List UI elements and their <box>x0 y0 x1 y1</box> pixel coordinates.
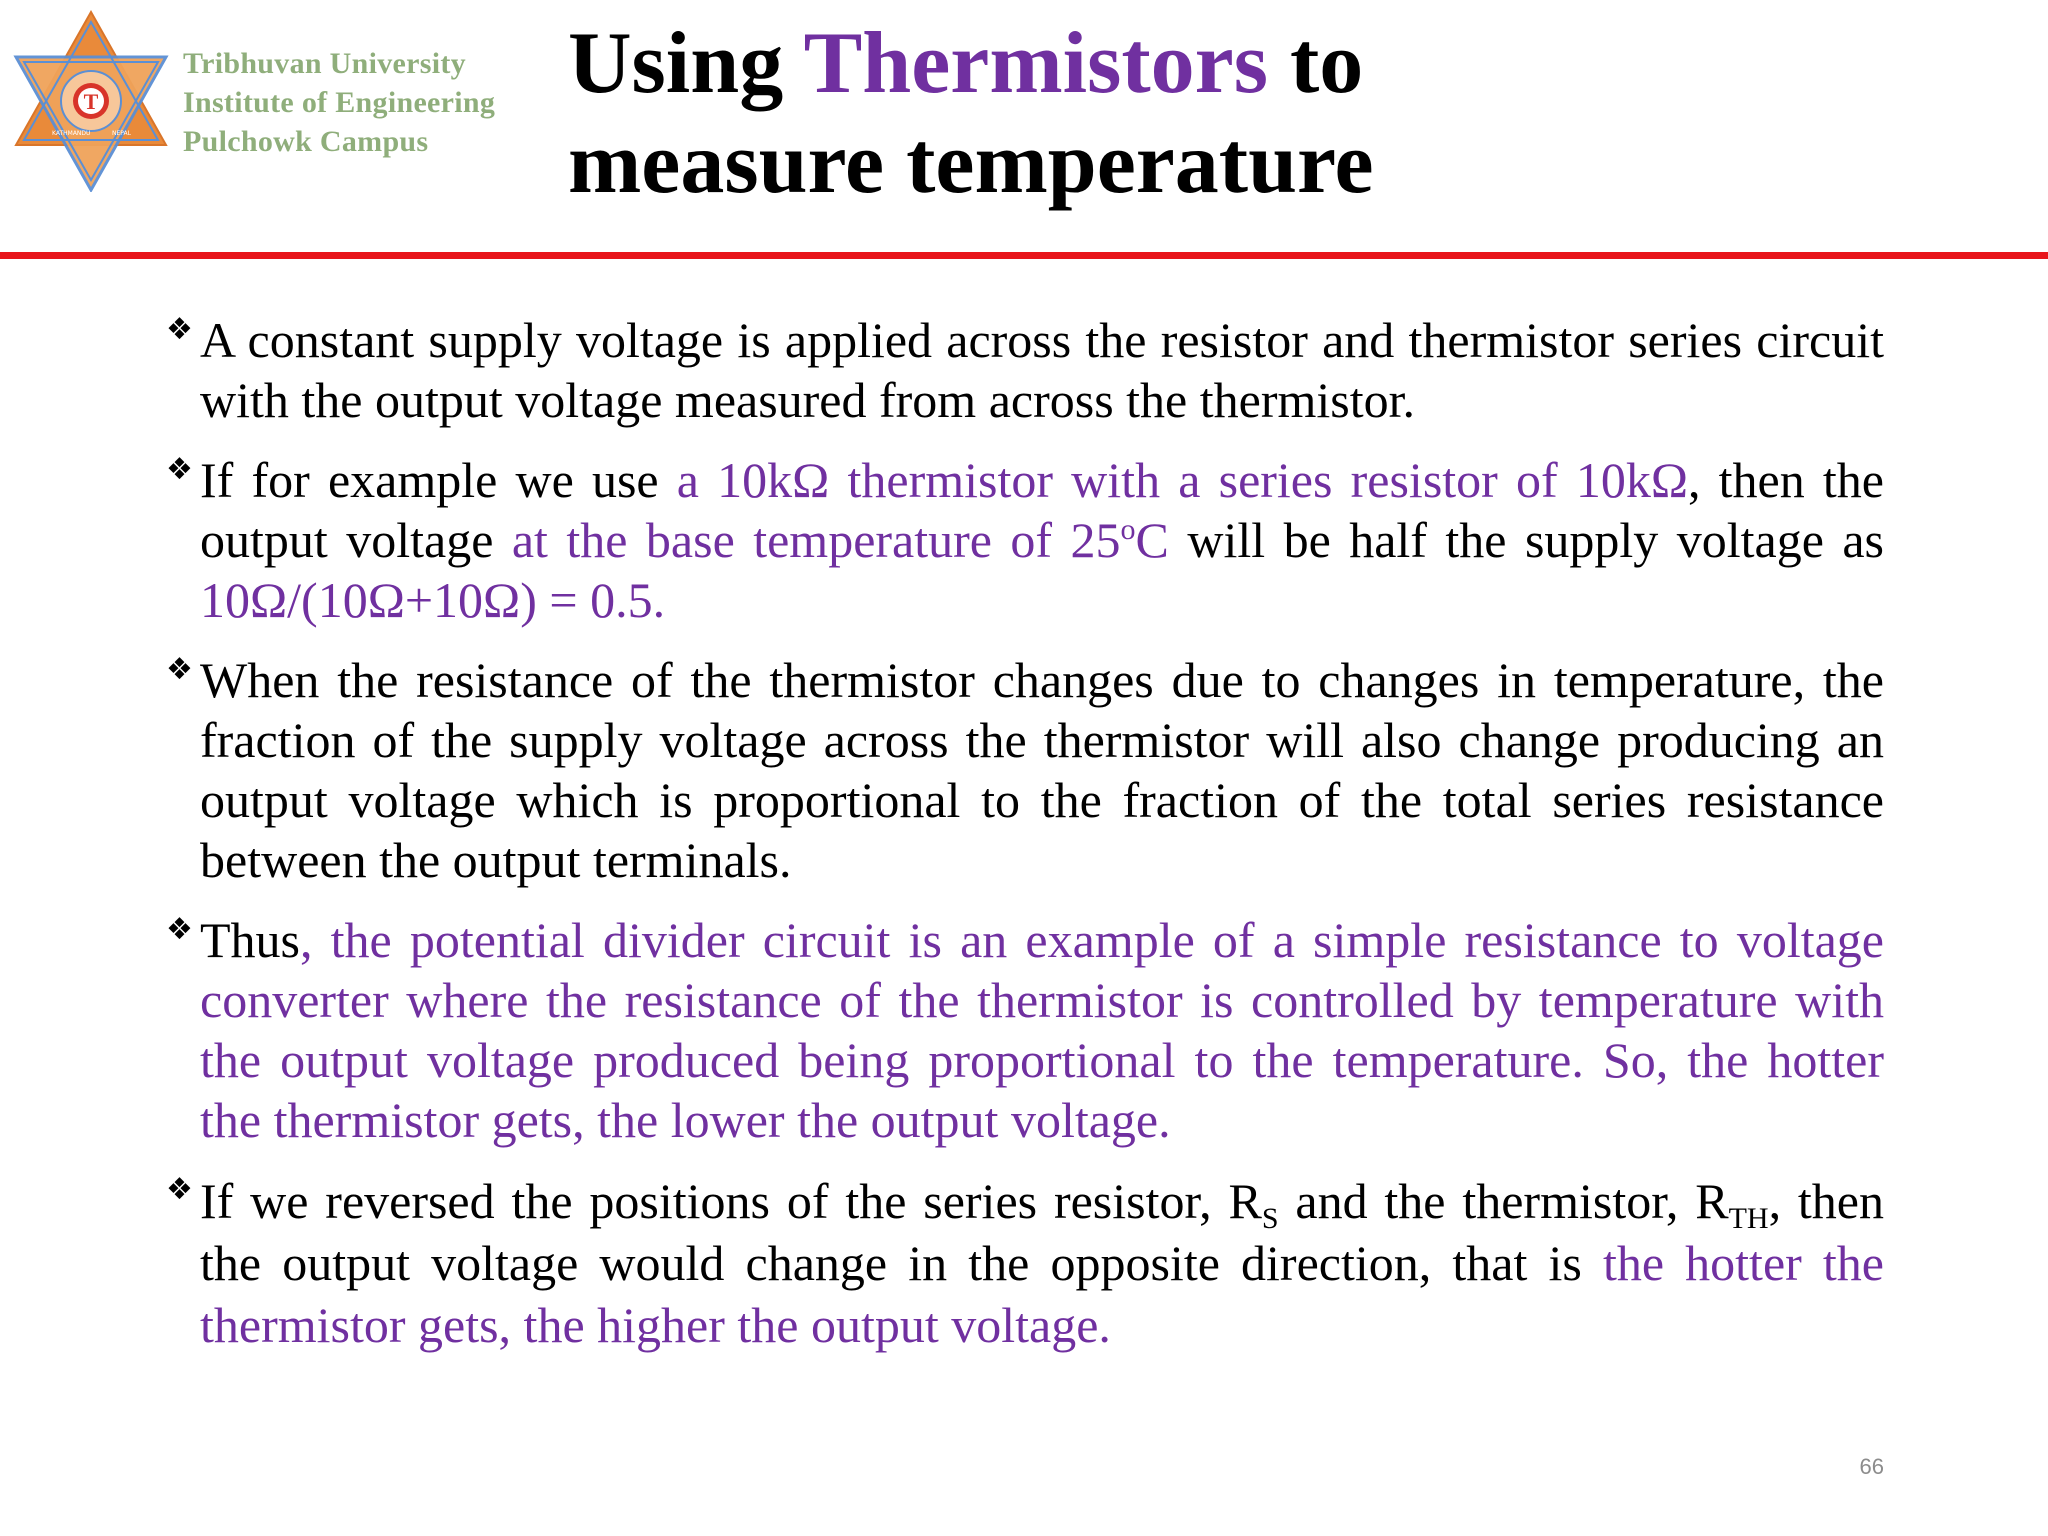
diamond-bullet-icon: ❖ <box>166 452 193 487</box>
diamond-bullet-icon: ❖ <box>166 1172 193 1207</box>
bullet-5-subscript-th: TH <box>1728 1202 1769 1235</box>
svg-text:T: T <box>83 89 99 114</box>
svg-text:KATHMANDU: KATHMANDU <box>52 130 91 137</box>
bullet-5-text-3: , then the output voltage would change in the opposite direction, that is <box>200 1173 1884 1291</box>
slide-title-line2: measure temperature <box>568 115 1374 212</box>
bullet-5-subscript-s: S <box>1261 1202 1279 1235</box>
bullet-2-highlight-3: 10Ω/(10Ω+10Ω) = 0.5. <box>200 572 666 628</box>
institution-line-institute: Institute of Engineering <box>183 86 496 119</box>
title-text-part1: Using <box>568 15 804 112</box>
bullet-2-text-2: , then the output voltage <box>200 452 1885 568</box>
bullet-2-highlight-2a: at the base temperature of 25 <box>511 512 1121 568</box>
university-seal-icon <box>16 12 166 190</box>
bullet-item-2 <box>166 450 1884 630</box>
bullet-item-5 <box>166 1170 1884 1356</box>
title-text-part2: to <box>1267 15 1364 112</box>
institution-name <box>183 44 495 161</box>
page-number: 66 <box>1859 1454 1884 1479</box>
bullet-5-highlight: the hotter the thermistor gets, the higher the output voltage. <box>200 1235 1884 1353</box>
bullet-5-text-1: If we reversed the positions of the series resistor, R <box>200 1173 1262 1229</box>
bullet-4-text-1: Thus <box>200 912 300 968</box>
university-logo <box>12 10 170 192</box>
institution-line-university: Tribhuvan University <box>183 47 466 80</box>
bullet-5-text-2: and the thermistor, R <box>1278 1173 1729 1229</box>
bullet-item-3 <box>166 650 1884 890</box>
diamond-bullet-icon: ❖ <box>166 652 193 687</box>
bullet-2-highlight-1: a 10kΩ thermistor with a series resistor of 10kΩ <box>676 452 1688 508</box>
svg-text:NEPAL: NEPAL <box>112 130 131 137</box>
diamond-bullet-icon: ❖ <box>166 312 193 347</box>
bullet-1-text: A constant supply voltage is applied across the resistor and thermistor series circuit with the output voltage measured from across the thermistor. <box>200 312 1884 428</box>
diamond-bullet-icon: ❖ <box>166 912 193 947</box>
bullet-4-highlight: , the potential divider circuit is an example of a simple resistance to voltage converter where the resistance of the thermistor is controlled by temperature with the output voltage produced being proportional to the temperature. So, the hotter the thermistor gets, the lower the output voltage. <box>200 912 1884 1148</box>
institution-line-campus: Pulchowk Campus <box>183 125 429 158</box>
bullet-2-text-1: If for example we use <box>200 452 677 508</box>
bullet-2-degree-sup: o <box>1120 513 1136 546</box>
bullet-2-highlight-2b: C <box>1135 512 1169 568</box>
bullet-3-text: When the resistance of the thermistor changes due to changes in temperature, the fraction of the supply voltage across the thermistor will also change producing an output voltage which is proportional to the fraction of the total series resistance between the output terminals. <box>200 652 1884 888</box>
bullet-item-4 <box>166 910 1884 1150</box>
bullet-2-text-3: will be half the supply voltage as <box>1168 512 1885 568</box>
slide-title-line1 <box>568 14 1374 114</box>
header-divider <box>0 252 2048 259</box>
slide-title <box>568 14 1374 214</box>
bullet-item-1 <box>166 310 1884 430</box>
slide-body <box>166 310 1884 1356</box>
title-highlight: Thermistors <box>803 15 1268 112</box>
